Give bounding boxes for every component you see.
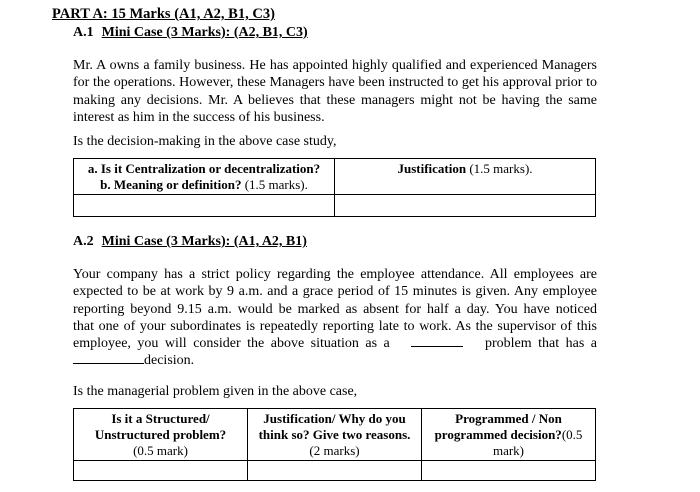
a2-line-4: that one of your subordinates is repeatedly reporting late to work. As the supervisor of this xyxy=(73,318,597,334)
blank-problem-type[interactable] xyxy=(411,346,463,347)
a2-h2-line1: Justification/ Why do you xyxy=(263,411,406,426)
a2-paragraph xyxy=(73,266,597,370)
a2-h1-line1: Is it a Structured/ xyxy=(111,411,210,426)
a2-line-2: expected to be at work by 9 a.m. and a grace period of 15 minutes is given. Any employee xyxy=(73,284,597,300)
a1-justification-label: Justification xyxy=(397,161,467,176)
a1-header-line2-marks: (1.5 marks). xyxy=(244,177,308,192)
a1-table-answer-row xyxy=(74,195,596,217)
a1-header-cell-justification xyxy=(335,159,596,195)
a2-header-cell-programmed xyxy=(422,409,596,461)
a2-title: Mini Case (3 Marks): (A1, A2, B1) xyxy=(101,234,307,249)
a1-header-line1: a. Is it Centralization or decentralization? xyxy=(87,161,321,176)
a2-table-answer-row xyxy=(74,461,596,481)
a2-answer-cell-1[interactable] xyxy=(74,461,248,481)
a1-heading xyxy=(73,25,308,41)
a2-line-5-start: employee, you will consider the above situation as a xyxy=(73,336,390,352)
a2-h2-line2: think so? Give two reasons. xyxy=(258,427,411,442)
a2-answer-cell-3[interactable] xyxy=(422,461,596,481)
a1-paragraph-text: Mr. A owns a family business. He has appointed highly qualified and experienced Managers for the operations. However, these Managers have been instructed to get his approval prior to making any decisions. Mr. A believes that these managers might not be having the same interest as him in the success of his business. xyxy=(73,58,597,125)
a1-header-cell-question xyxy=(74,159,335,195)
a2-line-3: reporting beyond 9.15 a.m. would be marked as absent for half a day. You have noticed xyxy=(73,301,597,317)
a1-title: Mini Case (3 Marks): (A2, B1, C3) xyxy=(101,25,308,40)
a2-number: A.2 xyxy=(73,234,94,249)
a2-h1-line2: Unstructured problem? xyxy=(94,427,227,442)
a2-answer-table xyxy=(73,408,596,481)
a2-header-cell-justification xyxy=(248,409,422,461)
a2-h3-line2-marks: (0.5 xyxy=(561,427,583,442)
a1-table-header-row xyxy=(74,159,596,195)
a2-table-header-row xyxy=(74,409,596,461)
a2-line-5 xyxy=(73,335,597,352)
a2-h3-line2: programmed decision? xyxy=(434,427,562,442)
a1-paragraph xyxy=(73,57,597,126)
a2-answer-cell-2[interactable] xyxy=(248,461,422,481)
a2-h1-marks: (0.5 mark) xyxy=(133,443,188,458)
a1-number: A.1 xyxy=(73,25,94,40)
a2-h2-marks: (2 marks) xyxy=(309,443,360,458)
part-title: PART A: 15 Marks (A1, A2, B1, C3) xyxy=(52,6,275,22)
a1-answer-cell-1[interactable] xyxy=(74,195,335,217)
a2-question: Is the managerial problem given in the above case, xyxy=(73,384,358,399)
a2-h3-line1: Programmed / Non xyxy=(455,411,562,426)
a1-header-line2: b. Meaning or definition? xyxy=(100,177,242,192)
a2-line-6 xyxy=(73,352,597,369)
a1-answer-table xyxy=(73,158,596,217)
a2-line-1: Your company has a strict policy regarding the employee attendance. All employees are xyxy=(73,267,597,282)
a1-answer-cell-2[interactable] xyxy=(335,195,596,217)
a2-h3-line3: mark) xyxy=(492,443,525,458)
a2-header-cell-structured xyxy=(74,409,248,461)
a2-heading xyxy=(73,234,307,250)
a1-question: Is the decision-making in the above case study, xyxy=(73,134,337,149)
a2-line-6-text: decision. xyxy=(144,353,195,369)
a2-line-5-end: problem that has a xyxy=(484,336,597,352)
a1-justification-marks: (1.5 marks). xyxy=(469,161,533,176)
blank-decision-type[interactable] xyxy=(73,363,144,364)
